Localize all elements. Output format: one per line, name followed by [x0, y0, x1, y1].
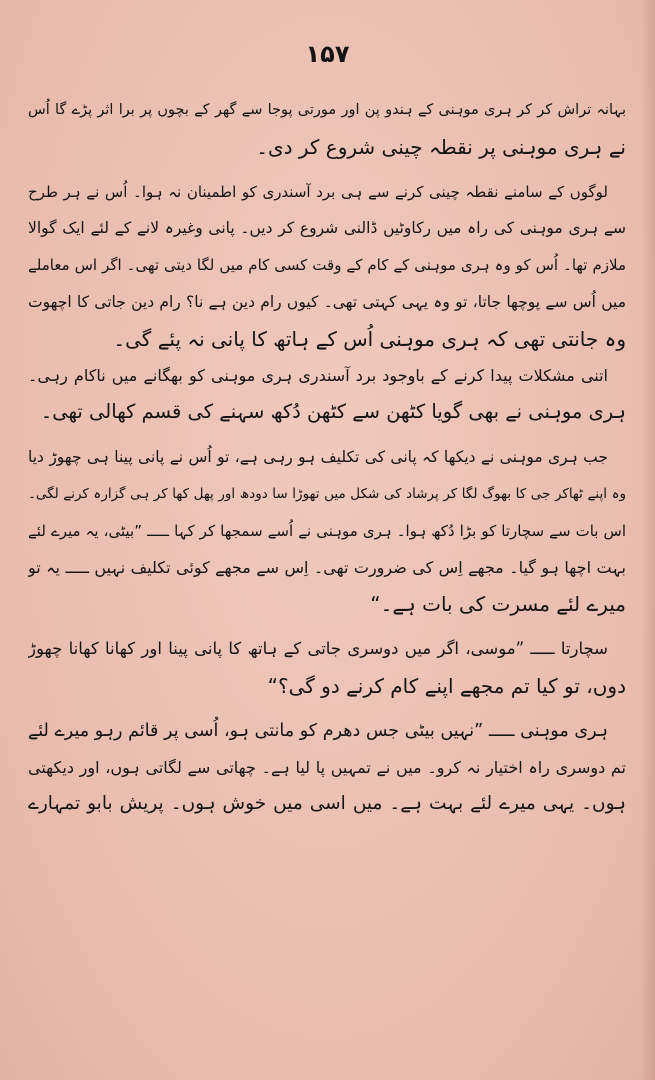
text-line: بہانہ تراش کر کر ہری موہنی کے ہندو پن اور مورتی پوجا سے گھر کے بچوں پر برا اثر پڑے گا اُس — [28, 102, 626, 118]
text-line: جب ہری موہنی نے دیکھا کہ پانی کی تکلیف ہو رہی ہے، تو اُس نے پانی پینا ہی چھوڑ دیا — [28, 448, 608, 467]
text-line: وہ اپنے ٹھاکر جی کا بھوگ لگا کر پرشاد کی شکل میں تھوڑا سا دودھ اور پھل کھا کر ہی گزارہ کرنے لگی۔ — [28, 485, 626, 502]
text-line: سے ہری موہنی کی راہ میں رکاوٹیں ڈالنی شروع کر دیں۔ پانی وغیرہ لانے کے لئے ایک گوالا — [28, 219, 626, 238]
text-line: اس بات سے سچارتا کو بڑا دُکھ ہوا۔ ہری موہنی نے اُسے سمجھا کر کہا ـــــ ”بیٹی، یہ میرے لئے — [28, 521, 626, 540]
body-text — [28, 92, 626, 823]
text-line: تم دوسری راہ اختیار نہ کرو۔ میں نے تمہیں پا لیا ہے۔ چھاتی سے لگاتی ہوں، اور دیکھتی — [28, 757, 626, 777]
text-line: سچارتا ـــــ ”موسی، اگر میں دوسری جاتی کے ہاتھ کا پانی پینا اور کھانا کھانا چھوڑ — [28, 639, 608, 659]
page-number: ۱۵۷ — [305, 40, 350, 68]
text-line: میں اُس سے پوچھا جاتا، تو وہ یہی کہتی تھی۔ کیوں رام دین ہے نا؟ رام دین جاتی کا اچھوت — [28, 292, 626, 311]
text-line: ملازم تھا۔ اُس کو وہ ہری موہنی کے کام کے وقت کسی کام میں لگا دیتی تھی۔ اگر اس معاملے — [28, 256, 626, 275]
text-line: وہ جانتی تھی کہ ہری موہنی اُس کے ہاتھ کا پانی نہ پئے گی۔ — [113, 326, 626, 351]
text-line: ہری موہنی ـــــ ”نہیں بیٹی جس دھرم کو مانتی ہو، اُسی پر قائم رہو میرے لئے — [28, 720, 608, 741]
text-line: ہوں۔ یہی میرے لئے بہت ہے۔ میں اسی میں خوش ہوں۔ پریش بابو تمہارے — [28, 793, 626, 815]
text-line: میرے لئے مسرت کی بات ہے۔“ — [370, 592, 626, 617]
text-line: نے ہری موہنی پر نقطہ چینی شروع کر دی۔ — [256, 134, 626, 159]
page-edge-shadow — [641, 0, 655, 1080]
text-line: بہت اچھا ہو گیا۔ مجھے اِس کی ضرورت تھی۔ اِس سے مجھے کوئی تکلیف نہیں ـــــ یہ تو — [28, 557, 626, 577]
text-line: دوں، تو کیا تم مجھے اپنے کام کرنے دو گی؟“ — [267, 673, 626, 698]
text-line: ہری موہنی نے بھی گویا کٹھن سے کٹھن دُکھ سہنے کی قسم کھالی تھی۔ — [40, 400, 626, 424]
text-line: اتنی مشکلات پیدا کرنے کے باوجود برد آسندری ہری موہنی کو بھگانے میں ناکام رہی۔ — [28, 365, 608, 385]
text-line: لوگوں کے سامنے نقطہ چینی کرنے سے ہی برد آسندری کو اطمینان نہ ہوا۔ اُس نے ہر طرح — [28, 182, 608, 201]
